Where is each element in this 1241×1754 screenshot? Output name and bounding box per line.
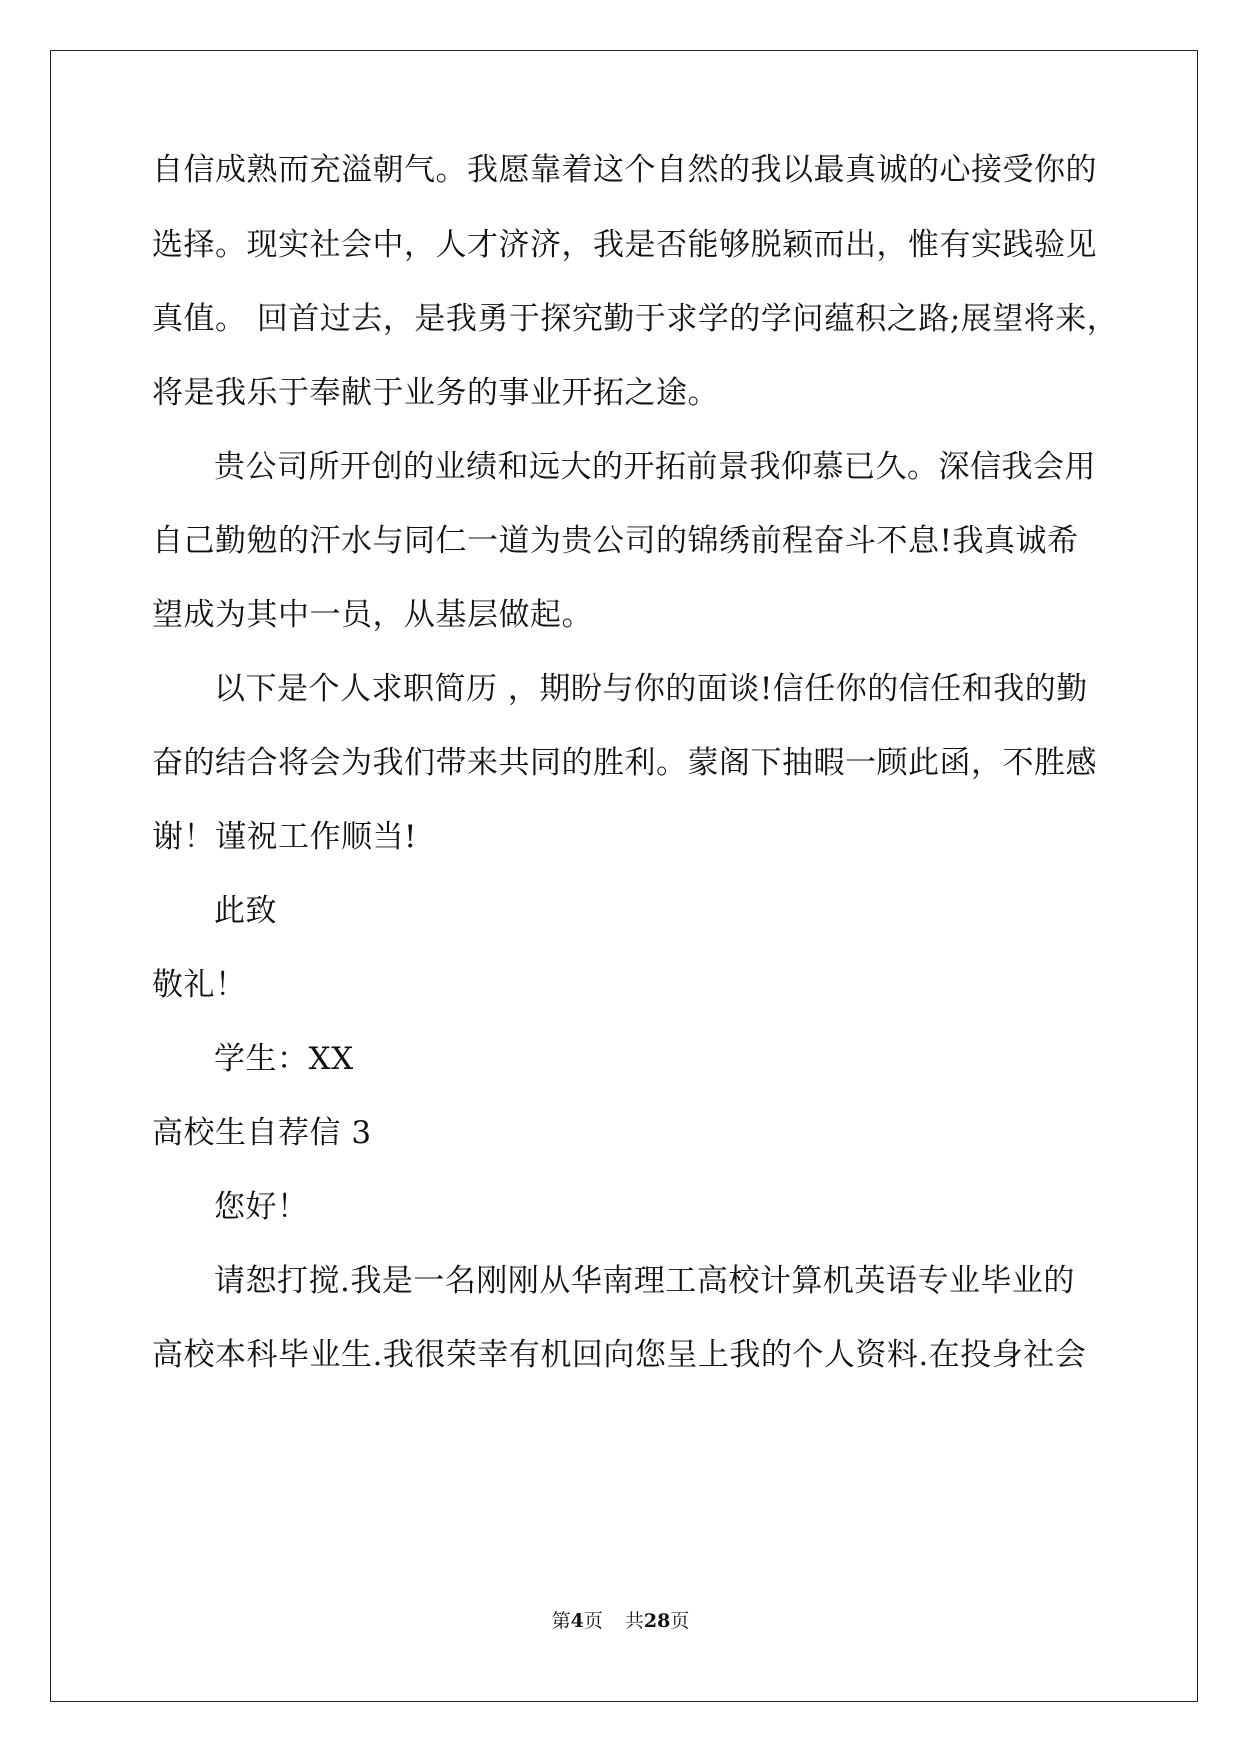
body-line: 选择。现实社会中，人才济济，我是否能够脱颖而出，惟有实践验见 (152, 227, 1097, 263)
footer-total-prefix: 共 (624, 1610, 644, 1632)
body-line: 谢！谨祝工作顺当! (152, 819, 417, 855)
body-line: 奋的结合将会为我们带来共同的胜利。蒙阁下抽暇一顾此函，不胜感 (152, 745, 1097, 781)
closing-regards: 敬礼！ (152, 967, 247, 1003)
greeting: 您好！ (214, 1189, 309, 1225)
body-line: 自己勤勉的汗水与同仁一道为贵公司的锦绣前程奋斗不息!我真诚希 (152, 523, 1079, 559)
closing-salutation: 此致 (214, 893, 277, 929)
body-line: 请恕打搅.我是一名刚刚从华南理工高校计算机英语专业毕业的 (214, 1263, 1075, 1299)
page-footer (0, 1609, 1241, 1633)
body-line: 将是我乐于奉献于业务的事业开拓之途。 (152, 375, 719, 411)
footer-page-suffix: 页 (583, 1610, 603, 1632)
body-line: 以下是个人求职简历 ，期盼与你的面谈!信任你的信任和我的勤 (214, 671, 1088, 707)
body-line: 高校本科毕业生.我很荣幸有机回向您呈上我的个人资料.在投身社会 (152, 1337, 1087, 1373)
body-line: 自信成熟而充溢朝气。我愿靠着这个自然的我以最真诚的心接受你的 (152, 152, 1097, 188)
footer-page-number: 4 (570, 1610, 584, 1632)
footer-total-pages: 28 (643, 1610, 671, 1632)
body-line: 贵公司所开创的业绩和远大的开拓前景我仰慕已久。深信我会用 (214, 449, 1096, 485)
footer-total-suffix: 页 (670, 1610, 690, 1632)
page-border (50, 50, 1198, 1702)
footer-page-prefix: 第 (551, 1610, 571, 1632)
signature: 学生：XX (214, 1041, 354, 1077)
section-heading: 高校生自荐信 3 (152, 1115, 372, 1151)
body-line: 望成为其中一员，从基层做起。 (152, 597, 593, 633)
body-line: 真值。 回首过去，是我勇于探究勤于求学的学问蕴积之路;展望将来， (152, 301, 1119, 337)
